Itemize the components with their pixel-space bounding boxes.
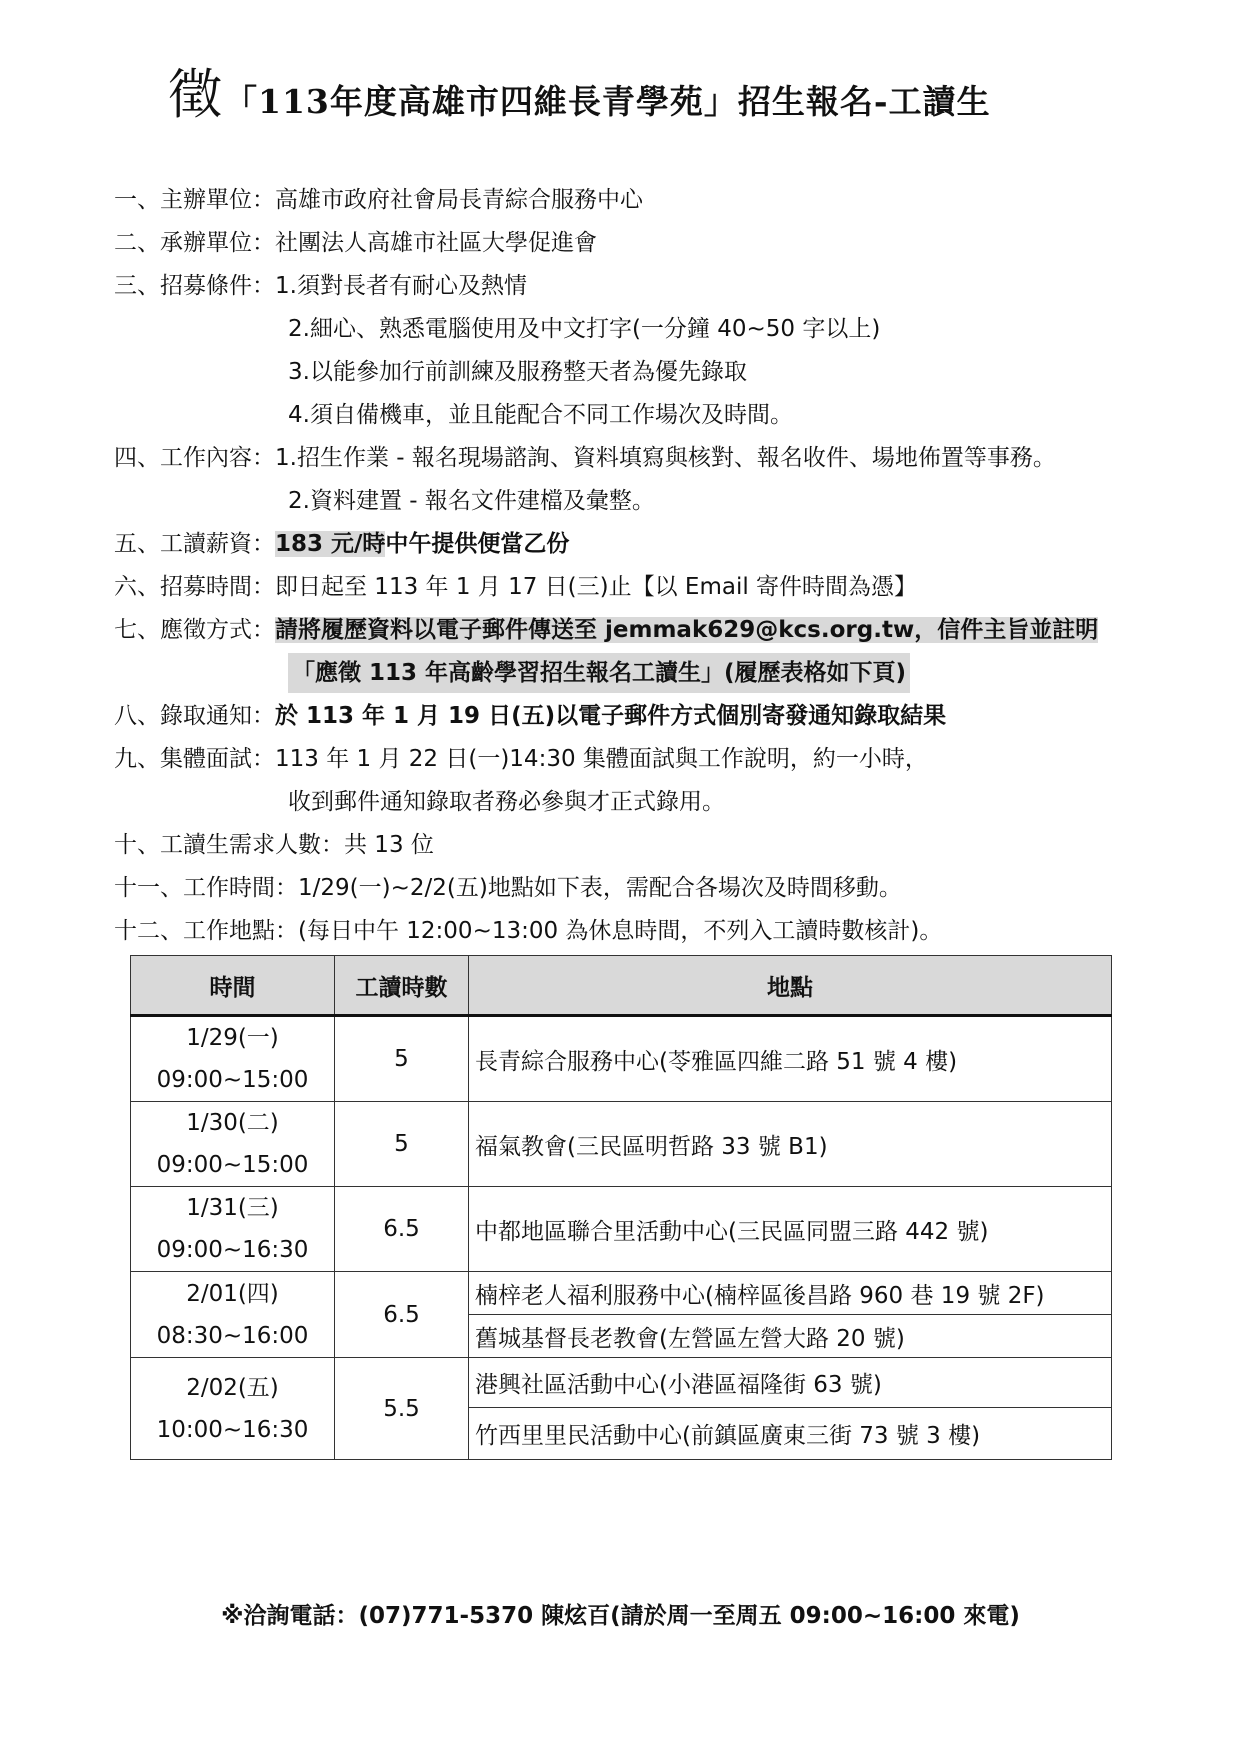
header-time: 時間 [131,956,335,1016]
item-label: 二、承辦單位： [114,230,275,256]
location-cell: 舊城基督長老教會(左營區左營大路 20 號) [469,1315,1112,1358]
hours-cell: 5.5 [335,1358,469,1460]
item-label: 一、主辦單位： [114,187,275,213]
time-range: 09:00~15:00 [156,1067,309,1093]
item-organizer [114,180,1134,220]
table-row [131,1187,1112,1272]
table-header-row [131,956,1112,1016]
location-cell: 中都地區聯合里活動中心(三民區同盟三路 442 號) [469,1187,1112,1272]
table-row [131,1272,1112,1315]
location-cell: 楠梓老人福利服務中心(楠梓區後昌路 960 巷 19 號 2F) [469,1272,1112,1315]
time-cell [131,1016,335,1102]
time-range: 09:00~15:00 [156,1152,309,1178]
item-value: 於 113 年 1 月 19 日(五)以電子郵件方式個別寄發通知錄取結果 [275,703,947,729]
table-row [131,1102,1112,1187]
item-label: 三、招募條件： [114,273,275,299]
application-subject: 「應徵 113 年高齡學習招生報名工讀生」(履歷表格如下頁) [288,653,910,693]
item-job-content [114,438,1134,478]
item-label: 五、工讀薪資： [114,531,275,557]
item-label: 六、招募時間： [114,574,275,600]
item-value: 即日起至 113 年 1 月 17 日(三)止【以 Email 寄件時間為憑】 [275,574,918,600]
requirement-line: 1.須對長者有耐心及熱情 [275,273,527,299]
date-text: 1/31(三) [186,1195,279,1221]
item-application [114,610,1134,650]
time-cell [131,1187,335,1272]
date-text: 2/02(五) [186,1374,279,1401]
item-label: 八、錄取通知： [114,703,275,729]
time-range: 08:30~16:00 [156,1322,309,1349]
item-requirements [114,266,1134,306]
date-text: 1/30(二) [186,1110,279,1136]
application-line[interactable]: 請將履歷資料以電子郵件傳送至 jemmak629@kcs.org.tw，信件主旨並註明 [275,617,1099,643]
item-co-organizer [114,223,1134,263]
schedule-table [130,955,1112,1460]
location-cell: 竹西里里民活動中心(前鎮區廣東三街 73 號 3 樓) [469,1408,1112,1460]
interview-line: 收到郵件通知錄取者務必參與才正式錄用。 [288,789,725,815]
time-range: 09:00~16:30 [156,1237,309,1263]
item-label: 四、工作內容： [114,445,275,471]
location-cell: 福氣教會(三民區明哲路 33 號 B1) [469,1102,1112,1187]
hours-cell: 6.5 [335,1272,469,1358]
item-label: 九、集體面試： [114,746,275,772]
time-cell [131,1102,335,1187]
time-cell [131,1272,335,1358]
contact-footer: ※洽詢電話：(07)771-5370 陳炫百(請於周一至周五 09:00~16:00 來電) [221,1603,1020,1629]
table-row [131,1358,1112,1408]
job-content-line: 1.招生作業 - 報名現場諮詢、資料填寫與核對、報名收件、場地佈置等事務。 [275,445,1056,471]
item-value: 社團法人高雄市社區大學促進會 [275,230,597,256]
title-stamp: 徵 [168,63,222,126]
hours-cell: 5 [335,1102,469,1187]
page-title [168,52,1128,132]
time-range: 10:00~16:30 [156,1416,309,1443]
item-label: 七、應徵方式： [114,617,275,643]
job-content-line: 2.資料建置 - 報名文件建檔及彙整。 [288,488,655,514]
item-interview [114,739,1134,779]
header-hours: 工讀時數 [335,956,469,1016]
location-cell: 港興社區活動中心(小港區福隆街 63 號) [469,1358,1112,1408]
date-text: 1/29(一) [186,1025,279,1051]
item-work-location: 十二、工作地點：(每日中午 12:00~13:00 為休息時間，不列入工讀時數核計)。 [114,918,943,944]
date-text: 2/01(四) [186,1280,279,1307]
item-recruit-period [114,567,1134,607]
time-cell [131,1358,335,1460]
hours-cell: 6.5 [335,1187,469,1272]
item-headcount: 十、工讀生需求人數：共 13 位 [114,832,434,858]
requirement-line: 2.細心、熟悉電腦使用及中文打字(一分鐘 40~50 字以上) [288,316,881,342]
interview-line: 113 年 1 月 22 日(一)14:30 集體面試與工作說明，約一小時， [275,746,928,772]
title-text: 「113年度高雄市四維長青學苑」招生報名-工讀生 [224,82,991,121]
wage-note: 中午提供便當乙份 [385,531,570,557]
location-cell: 長青綜合服務中心(苓雅區四維二路 51 號 4 樓) [469,1016,1112,1102]
header-location: 地點 [469,956,1112,1016]
item-notification [114,696,1134,736]
item-work-time: 十一、工作時間：1/29(一)~2/2(五)地點如下表，需配合各場次及時間移動。 [114,875,902,901]
wage-highlight: 183 元/時 [275,531,386,557]
requirement-line: 3.以能參加行前訓練及服務整天者為優先錄取 [288,359,747,385]
hours-cell: 5 [335,1016,469,1102]
item-value: 高雄市政府社會局長青綜合服務中心 [275,187,643,213]
requirement-line: 4.須自備機車，並且能配合不同工作場次及時間。 [288,402,793,428]
table-row [131,1016,1112,1102]
item-wage [114,524,1134,564]
